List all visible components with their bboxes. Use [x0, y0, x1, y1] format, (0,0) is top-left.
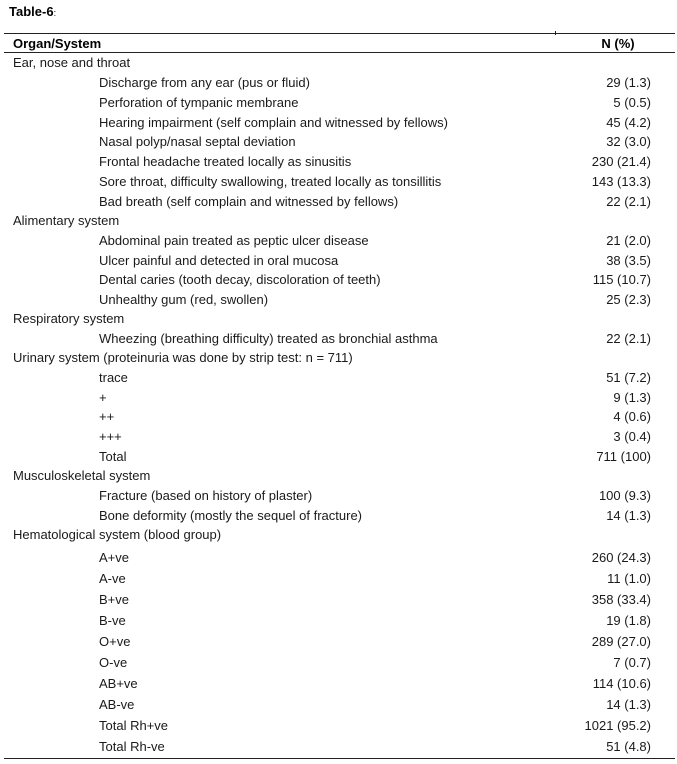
- row-label: Total Rh+ve: [99, 718, 169, 733]
- row-label: Dental caries (tooth decay, discoloration of teeth): [99, 272, 381, 287]
- section-label: Respiratory system: [13, 311, 125, 326]
- row-label: Sore throat, difficulty swallowing, treated locally as tonsillitis: [99, 174, 442, 189]
- table-row: [0, 591, 677, 609]
- row-label: Total: [99, 449, 127, 464]
- table-row: [0, 74, 677, 92]
- table-row: [0, 153, 677, 171]
- row-value: 4 (0.6): [613, 409, 651, 424]
- table-row: [0, 173, 677, 191]
- row-label: +++: [99, 429, 122, 444]
- row-value: 22 (2.1): [606, 194, 651, 209]
- row-label: Bone deformity (mostly the sequel of fracture): [99, 508, 363, 523]
- row-value: 260 (24.3): [591, 550, 651, 565]
- table-row: [0, 271, 677, 289]
- row-label: trace: [99, 370, 128, 385]
- row-label: A+ve: [99, 550, 129, 565]
- row-value: 7 (0.7): [613, 655, 651, 670]
- header-n-percent: N (%): [601, 36, 635, 51]
- table-row: [0, 738, 677, 756]
- table-row: [0, 330, 677, 348]
- table-row: [0, 570, 677, 588]
- row-label: Discharge from any ear (pus or fluid): [99, 75, 310, 90]
- row-label: AB+ve: [99, 676, 138, 691]
- table-row: [0, 428, 677, 446]
- row-label: A-ve: [99, 571, 126, 586]
- row-label: Perforation of tympanic membrane: [99, 95, 299, 110]
- row-value: 14 (1.3): [606, 508, 651, 523]
- table-row: [0, 133, 677, 151]
- section-row: [0, 310, 677, 328]
- row-value: 100 (9.3): [598, 488, 651, 503]
- row-value: 11 (1.0): [607, 571, 651, 586]
- header-organ-system: Organ/System: [13, 36, 102, 51]
- row-value: 230 (21.4): [591, 154, 651, 169]
- row-label: +: [99, 390, 107, 405]
- row-label: O+ve: [99, 634, 131, 649]
- row-value: 5 (0.5): [613, 95, 651, 110]
- section-row: [0, 526, 677, 544]
- table-row: [0, 487, 677, 505]
- row-label: Bad breath (self complain and witnessed by fellows): [99, 194, 399, 209]
- row-value: 22 (2.1): [606, 331, 651, 346]
- row-label: AB-ve: [99, 697, 135, 712]
- row-label: Abdominal pain treated as peptic ulcer disease: [99, 233, 369, 248]
- section-row: [0, 54, 677, 72]
- section-label: Musculoskeletal system: [13, 468, 151, 483]
- row-value: 32 (3.0): [606, 134, 651, 149]
- section-label: Alimentary system: [13, 213, 120, 228]
- row-value: 115 (10.7): [592, 272, 651, 287]
- row-label: Total Rh-ve: [99, 739, 165, 754]
- table-row: [0, 549, 677, 567]
- table-row: [0, 389, 677, 407]
- row-label: Hearing impairment (self complain and witnessed by fellows): [99, 115, 448, 130]
- row-value: 289 (27.0): [591, 634, 651, 649]
- row-label: B+ve: [99, 592, 129, 607]
- table-row: [0, 193, 677, 211]
- row-value: 21 (2.0): [606, 233, 651, 248]
- row-value: 1021 (95.2): [584, 718, 651, 733]
- row-value: 38 (3.5): [606, 253, 651, 268]
- row-label: Frontal headache treated locally as sinusitis: [99, 154, 352, 169]
- table-row: [0, 717, 677, 735]
- row-label: Fracture (based on history of plaster): [99, 488, 313, 503]
- row-value: 14 (1.3): [606, 697, 651, 712]
- row-value: 143 (13.3): [591, 174, 651, 189]
- row-value: 711 (100): [596, 449, 651, 464]
- section-label: Hematological system (blood group): [13, 527, 222, 542]
- section-label: Ear, nose and throat: [13, 55, 131, 70]
- section-row: [0, 467, 677, 485]
- row-value: 25 (2.3): [606, 292, 651, 307]
- row-label: Ulcer painful and detected in oral mucosa: [99, 253, 339, 268]
- table-title: Table-6: [9, 4, 54, 19]
- table-row: [0, 507, 677, 525]
- row-value: 9 (1.3): [613, 390, 651, 405]
- table-row: [0, 612, 677, 630]
- section-label: Urinary system (proteinuria was done by strip test: n = 711): [13, 350, 353, 365]
- table-row: [0, 369, 677, 387]
- table-row: [0, 633, 677, 651]
- row-value: 51 (7.2): [606, 370, 651, 385]
- table-row: [0, 232, 677, 250]
- row-label: ++: [99, 409, 115, 424]
- table-row: [0, 654, 677, 672]
- row-value: 29 (1.3): [606, 75, 651, 90]
- table-row: [0, 408, 677, 426]
- table-row: [0, 291, 677, 309]
- row-label: Wheezing (breathing difficulty) treated as bronchial asthma: [99, 331, 438, 346]
- row-value: 114 (10.6): [592, 676, 651, 691]
- row-value: 3 (0.4): [613, 429, 651, 444]
- table-row: [0, 675, 677, 693]
- table-row: [0, 448, 677, 466]
- table-row: [0, 252, 677, 270]
- row-value: 51 (4.8): [606, 739, 651, 754]
- table-bottom-rule: [4, 758, 675, 759]
- row-label: Unhealthy gum (red, swollen): [99, 292, 269, 307]
- row-label: B-ve: [99, 613, 126, 628]
- row-value: 19 (1.8): [606, 613, 651, 628]
- row-value: 358 (33.4): [591, 592, 651, 607]
- row-label: O-ve: [99, 655, 128, 670]
- table-row: [0, 696, 677, 714]
- section-row: [0, 212, 677, 230]
- table-row: [0, 114, 677, 132]
- row-value: 45 (4.2): [606, 115, 651, 130]
- table-row: [0, 94, 677, 112]
- section-row: [0, 349, 677, 367]
- row-label: Nasal polyp/nasal septal deviation: [99, 134, 296, 149]
- table-title-colon: :: [53, 8, 57, 18]
